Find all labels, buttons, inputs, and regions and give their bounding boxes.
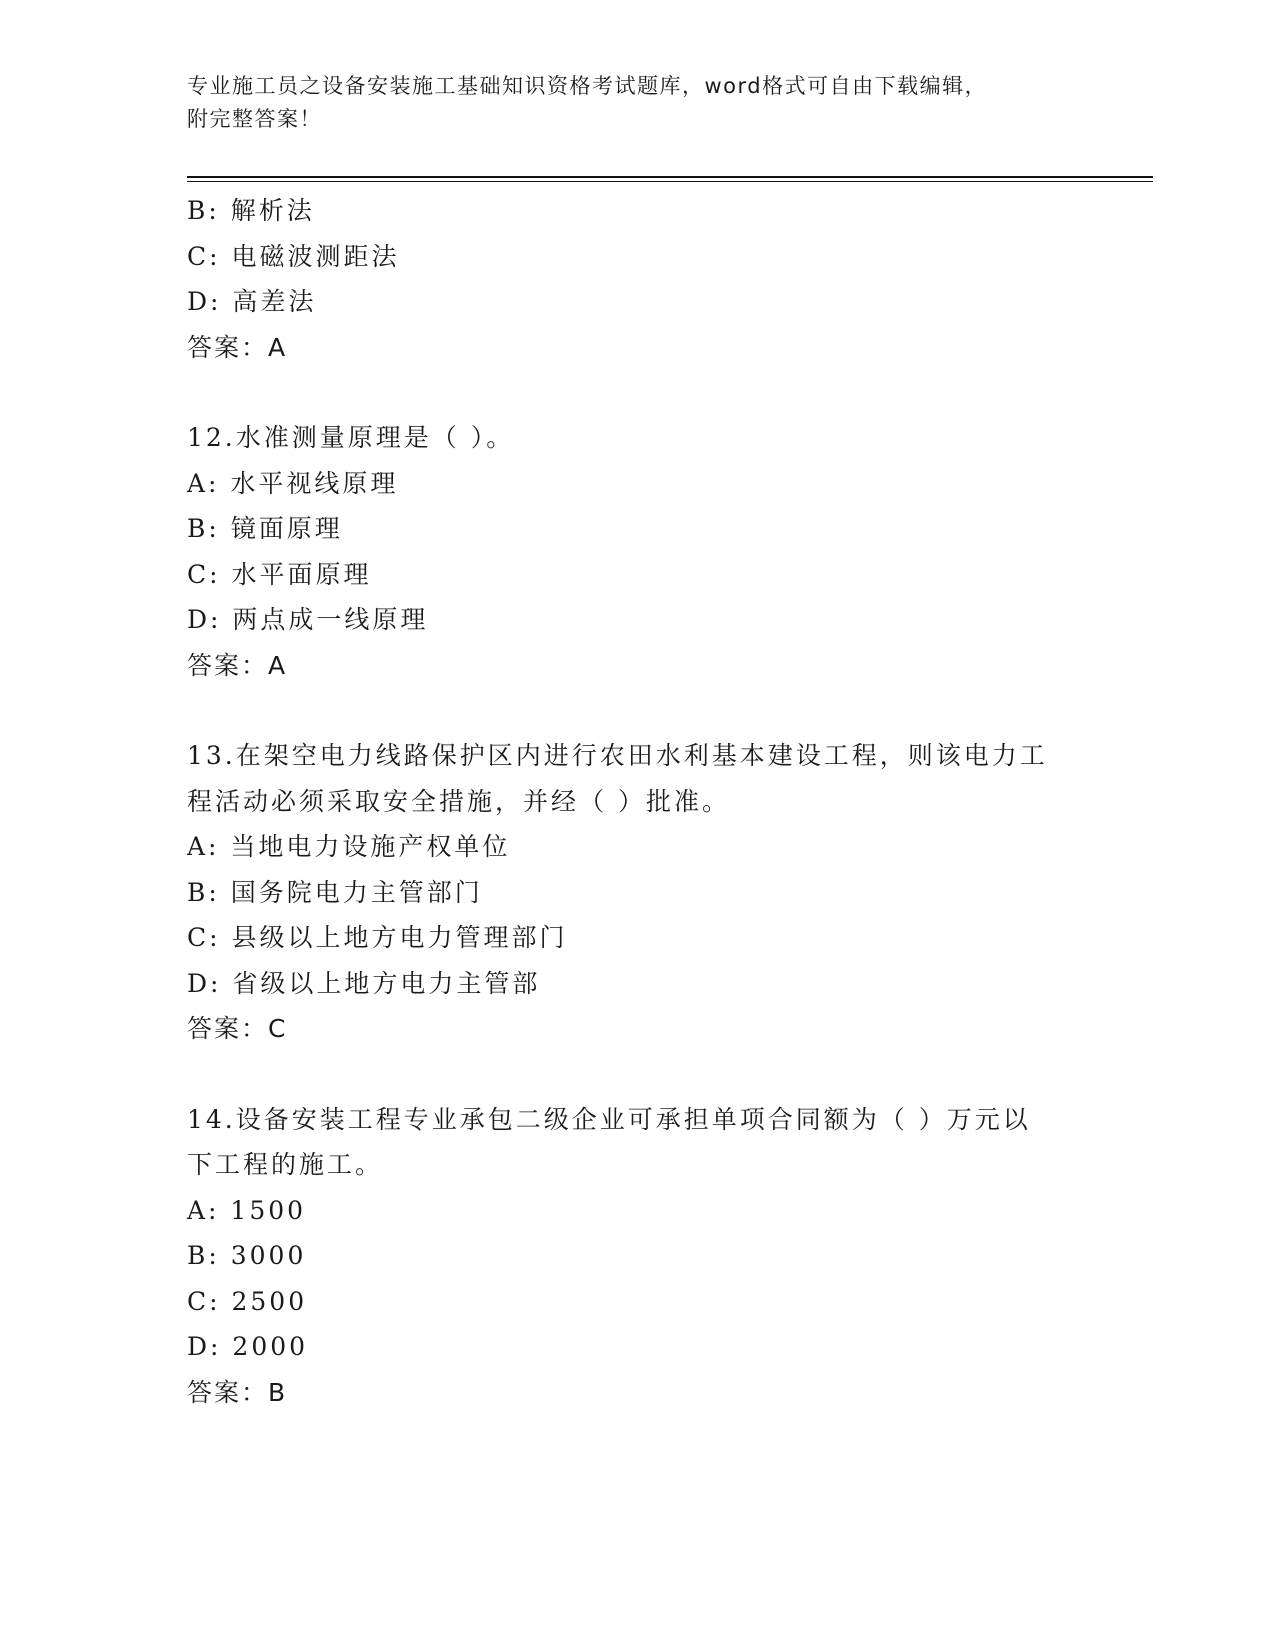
option-a: A: 水平视线原理 [187, 468, 399, 498]
option-b: B: 镜面原理 [187, 514, 343, 543]
answer-line: 答案：A [187, 650, 288, 680]
answer-line: 答案：A [187, 332, 288, 362]
option-c: C: 县级以上地方电力管理部门 [187, 923, 568, 952]
answer-line: 答案：C [187, 1014, 288, 1043]
option-b: B: 国务院电力主管部门 [187, 877, 483, 907]
question-stem-line-2: 程活动必须采取安全措施，并经（ ）批准。 [187, 786, 730, 816]
option-c: C: 电磁波测距法 [187, 241, 400, 271]
option-a: A: 当地电力设施产权单位 [187, 832, 511, 861]
spacer [187, 1052, 1087, 1097]
option-c: C: 2500 [187, 1286, 308, 1316]
header-line-2: 附完整答案！ [187, 107, 322, 131]
option-b: B: 解析法 [187, 196, 315, 225]
header-divider-thin [187, 181, 1153, 182]
option-d: D: 省级以上地方电力主管部 [187, 968, 541, 998]
question-block-12 [187, 415, 1087, 688]
spacer [187, 688, 1087, 733]
spacer [187, 370, 1087, 415]
answer-line: 答案：B [187, 1377, 288, 1407]
page-header [187, 70, 1067, 136]
option-c: C: 水平面原理 [187, 559, 372, 589]
question-block-14 [187, 1097, 1087, 1416]
option-d: D: 高差法 [187, 287, 317, 316]
question-list [187, 188, 1087, 1415]
option-d: D: 两点成一线原理 [187, 605, 429, 634]
question-stem-line-2: 下工程的施工。 [187, 1150, 384, 1179]
option-b: B: 3000 [187, 1241, 307, 1270]
question-block-13 [187, 733, 1087, 1052]
option-a: A: 1500 [187, 1195, 307, 1225]
header-divider-thick [187, 176, 1153, 178]
option-d: D: 2000 [187, 1332, 309, 1361]
question-stem-line-1: 13.在架空电力线路保护区内进行农田水利基本建设工程，则该电力工 [187, 741, 1048, 770]
question-stem: 12.水准测量原理是（ ）。 [187, 423, 515, 452]
question-block-11 [187, 188, 1087, 370]
question-stem-line-1: 14.设备安装工程专业承包二级企业可承担单项合同额为（ ）万元以 [187, 1104, 1031, 1134]
header-line-1: 专业施工员之设备安装施工基础知识资格考试题库，word格式可自由下载编辑， [187, 74, 988, 98]
